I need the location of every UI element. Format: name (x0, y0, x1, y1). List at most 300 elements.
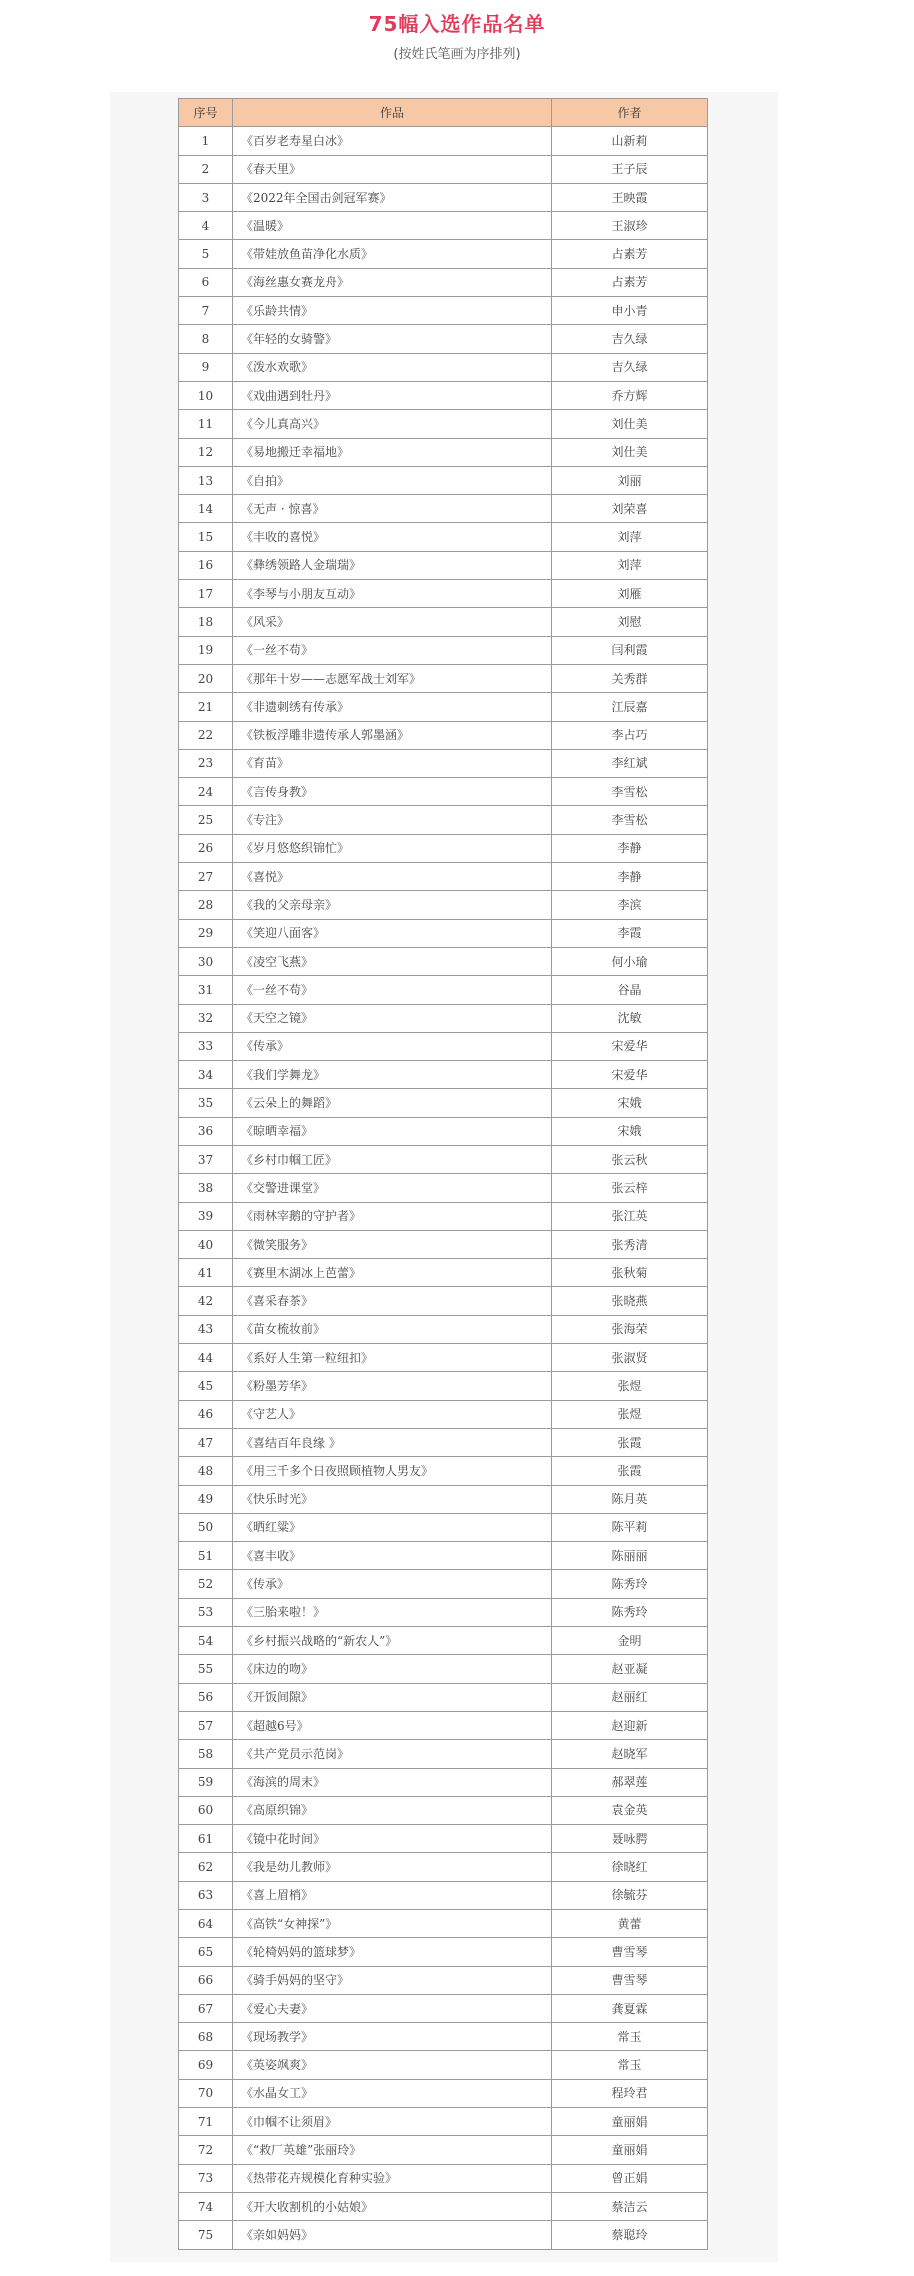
row-number: 27 (179, 863, 233, 891)
row-work-title: 《我的父亲母亲》 (233, 891, 552, 919)
row-number: 17 (179, 580, 233, 608)
row-work-title: 《春天里》 (233, 155, 552, 183)
row-author: 陈秀玲 (552, 1570, 708, 1598)
entries-table (178, 98, 708, 2250)
row-work-title: 《无声 · 惊喜》 (233, 495, 552, 523)
row-author: 李静 (552, 834, 708, 862)
row-author: 刘雁 (552, 580, 708, 608)
row-number: 25 (179, 806, 233, 834)
page-title: 75幅入选作品名单 (368, 12, 546, 36)
row-work-title: 《晒红粱》 (233, 1513, 552, 1541)
row-author: 江辰嘉 (552, 693, 708, 721)
row-work-title: 《晾晒幸福》 (233, 1117, 552, 1145)
row-author: 山新莉 (552, 127, 708, 155)
row-number: 36 (179, 1117, 233, 1145)
row-work-title: 《彝绣领路人金瑞瑞》 (233, 551, 552, 579)
row-number: 31 (179, 976, 233, 1004)
row-work-title: 《开饭间隙》 (233, 1683, 552, 1711)
table-row (179, 834, 708, 862)
row-number: 69 (179, 2051, 233, 2079)
row-author: 张秋菊 (552, 1259, 708, 1287)
row-work-title: 《铁板浮雕非遗传承人郭墨涵》 (233, 721, 552, 749)
row-author: 李雪松 (552, 778, 708, 806)
table-row (179, 1032, 708, 1060)
row-number: 58 (179, 1740, 233, 1768)
row-number: 64 (179, 1910, 233, 1938)
row-author: 宋娥 (552, 1117, 708, 1145)
row-work-title: 《赛里木湖冰上芭蕾》 (233, 1259, 552, 1287)
row-work-title: 《今儿真高兴》 (233, 410, 552, 438)
row-number: 3 (179, 183, 233, 211)
row-author: 刘慰 (552, 608, 708, 636)
row-work-title: 《戏曲遇到牡丹》 (233, 381, 552, 409)
row-work-title: 《交警进课堂》 (233, 1174, 552, 1202)
row-number: 59 (179, 1768, 233, 1796)
row-work-title: 《三胎来啦！》 (233, 1598, 552, 1626)
row-number: 24 (179, 778, 233, 806)
table-row (179, 1768, 708, 1796)
table-row (179, 749, 708, 777)
row-author: 乔方辉 (552, 381, 708, 409)
row-work-title: 《丰收的喜悦》 (233, 523, 552, 551)
row-author: 刘荣喜 (552, 495, 708, 523)
row-work-title: 《专注》 (233, 806, 552, 834)
row-number: 34 (179, 1061, 233, 1089)
row-author: 曹雪琴 (552, 1938, 708, 1966)
row-work-title: 《那年十岁——志愿军战士刘军》 (233, 664, 552, 692)
table-row (179, 919, 708, 947)
row-author: 陈秀玲 (552, 1598, 708, 1626)
row-work-title: 《英姿飒爽》 (233, 2051, 552, 2079)
row-work-title: 《水晶女工》 (233, 2079, 552, 2107)
table-row (179, 495, 708, 523)
row-number: 46 (179, 1400, 233, 1428)
row-author: 张晓燕 (552, 1287, 708, 1315)
row-number: 50 (179, 1513, 233, 1541)
row-author: 程玲君 (552, 2079, 708, 2107)
row-number: 7 (179, 297, 233, 325)
row-number: 35 (179, 1089, 233, 1117)
row-author: 张海荣 (552, 1315, 708, 1343)
table-row (179, 1315, 708, 1343)
row-number: 30 (179, 947, 233, 975)
table-row (179, 240, 708, 268)
row-work-title: 《言传身教》 (233, 778, 552, 806)
table-row (179, 2051, 708, 2079)
row-author: 曹雪琴 (552, 1966, 708, 1994)
table-row (179, 1853, 708, 1881)
row-number: 28 (179, 891, 233, 919)
row-number: 10 (179, 381, 233, 409)
table-row (179, 1287, 708, 1315)
row-author: 陈月英 (552, 1485, 708, 1513)
table-row (179, 1513, 708, 1541)
row-number: 60 (179, 1796, 233, 1824)
row-author: 刘仕美 (552, 438, 708, 466)
row-work-title: 《乐龄共情》 (233, 297, 552, 325)
table-row (179, 1117, 708, 1145)
table-row (179, 636, 708, 664)
row-author: 宋娥 (552, 1089, 708, 1117)
row-work-title: 《育苗》 (233, 749, 552, 777)
row-work-title: 《骑手妈妈的坚守》 (233, 1966, 552, 1994)
table-row (179, 1881, 708, 1909)
table-row (179, 778, 708, 806)
row-author: 陈平莉 (552, 1513, 708, 1541)
row-author: 张云秋 (552, 1145, 708, 1173)
table-row (179, 1174, 708, 1202)
row-work-title: 《喜采春茶》 (233, 1287, 552, 1315)
row-work-title: 《热带花卉规模化育种实验》 (233, 2164, 552, 2192)
row-author: 刘仕美 (552, 410, 708, 438)
row-author: 刘萍 (552, 551, 708, 579)
table-row (179, 353, 708, 381)
row-number: 22 (179, 721, 233, 749)
row-work-title: 《苗女梳妆前》 (233, 1315, 552, 1343)
row-author: 占素芳 (552, 240, 708, 268)
row-author: 蔡洁云 (552, 2192, 708, 2220)
table-row (179, 891, 708, 919)
row-author: 刘丽 (552, 466, 708, 494)
row-author: 聂咏腭 (552, 1825, 708, 1853)
row-number: 32 (179, 1004, 233, 1032)
row-work-title: 《喜结百年良缘 》 (233, 1428, 552, 1456)
table-row (179, 268, 708, 296)
row-number: 19 (179, 636, 233, 664)
row-author: 宋爱华 (552, 1032, 708, 1060)
row-author: 赵丽红 (552, 1683, 708, 1711)
row-work-title: 《乡村振兴战略的“新农人”》 (233, 1627, 552, 1655)
header-author: 作者 (552, 99, 708, 127)
row-author: 李滨 (552, 891, 708, 919)
row-work-title: 《微笑服务》 (233, 1230, 552, 1258)
row-work-title: 《我是幼儿教师》 (233, 1853, 552, 1881)
table-row (179, 580, 708, 608)
row-number: 55 (179, 1655, 233, 1683)
row-author: 常玉 (552, 2023, 708, 2051)
table-row (179, 1089, 708, 1117)
row-number: 61 (179, 1825, 233, 1853)
row-number: 43 (179, 1315, 233, 1343)
row-author: 刘萍 (552, 523, 708, 551)
row-number: 4 (179, 212, 233, 240)
row-work-title: 《高铁“女神探”》 (233, 1910, 552, 1938)
table-row (179, 1598, 708, 1626)
row-author: 张霞 (552, 1457, 708, 1485)
table-row (179, 1711, 708, 1739)
table-row (179, 863, 708, 891)
table-row (179, 183, 708, 211)
row-work-title: 《李琴与小朋友互动》 (233, 580, 552, 608)
table-row (179, 523, 708, 551)
row-number: 18 (179, 608, 233, 636)
row-number: 49 (179, 1485, 233, 1513)
row-author: 吉久绿 (552, 325, 708, 353)
row-author: 王子辰 (552, 155, 708, 183)
row-author: 赵迎新 (552, 1711, 708, 1739)
row-number: 62 (179, 1853, 233, 1881)
table-row (179, 1230, 708, 1258)
row-number: 1 (179, 127, 233, 155)
row-number: 53 (179, 1598, 233, 1626)
row-author: 张淑贤 (552, 1344, 708, 1372)
row-number: 14 (179, 495, 233, 523)
row-author: 李静 (552, 863, 708, 891)
row-work-title: 《系好人生第一粒纽扣》 (233, 1344, 552, 1372)
row-author: 赵晓军 (552, 1740, 708, 1768)
row-number: 11 (179, 410, 233, 438)
row-author: 郝翠莲 (552, 1768, 708, 1796)
row-work-title: 《一丝不苟》 (233, 636, 552, 664)
row-number: 73 (179, 2164, 233, 2192)
row-number: 6 (179, 268, 233, 296)
table-row (179, 1966, 708, 1994)
row-work-title: 《用三千多个日夜照顾植物人男友》 (233, 1457, 552, 1485)
row-author: 沈敏 (552, 1004, 708, 1032)
row-number: 2 (179, 155, 233, 183)
row-work-title: 《海滨的周末》 (233, 1768, 552, 1796)
table-row (179, 721, 708, 749)
row-work-title: 《亲如妈妈》 (233, 2221, 552, 2249)
row-number: 51 (179, 1542, 233, 1570)
table-row (179, 212, 708, 240)
row-number: 13 (179, 466, 233, 494)
table-row (179, 2023, 708, 2051)
table-row (179, 2164, 708, 2192)
row-work-title: 《我们学舞龙》 (233, 1061, 552, 1089)
row-author: 黄蕾 (552, 1910, 708, 1938)
row-work-title: 《床边的吻》 (233, 1655, 552, 1683)
table-row (179, 806, 708, 834)
table-row (179, 1655, 708, 1683)
row-work-title: 《雨林宰鹅的守护者》 (233, 1202, 552, 1230)
row-author: 何小瑜 (552, 947, 708, 975)
row-work-title: 《现场教学》 (233, 2023, 552, 2051)
table-row (179, 693, 708, 721)
table-row (179, 155, 708, 183)
row-author: 张霞 (552, 1428, 708, 1456)
table-row (179, 325, 708, 353)
table-row (179, 2136, 708, 2164)
row-number: 20 (179, 664, 233, 692)
row-author: 李雪松 (552, 806, 708, 834)
row-work-title: 《守艺人》 (233, 1400, 552, 1428)
table-row (179, 1400, 708, 1428)
row-work-title: 《百岁老寿星白冰》 (233, 127, 552, 155)
row-work-title: 《非遗刺绣有传承》 (233, 693, 552, 721)
row-author: 王淑珍 (552, 212, 708, 240)
table-row (179, 438, 708, 466)
row-author: 申小青 (552, 297, 708, 325)
row-author: 张秀清 (552, 1230, 708, 1258)
row-author: 张江英 (552, 1202, 708, 1230)
table-row (179, 1796, 708, 1824)
row-number: 67 (179, 1994, 233, 2022)
table-row (179, 608, 708, 636)
row-number: 68 (179, 2023, 233, 2051)
table-row (179, 1542, 708, 1570)
row-work-title: 《带娃放鱼苗净化水质》 (233, 240, 552, 268)
header-work: 作品 (233, 99, 552, 127)
row-number: 66 (179, 1966, 233, 1994)
table-row (179, 1683, 708, 1711)
row-work-title: 《年轻的女骑警》 (233, 325, 552, 353)
row-number: 71 (179, 2108, 233, 2136)
row-number: 65 (179, 1938, 233, 1966)
table-row (179, 1570, 708, 1598)
table-row (179, 1428, 708, 1456)
row-author: 张云梓 (552, 1174, 708, 1202)
row-work-title: 《乡村巾帼工匠》 (233, 1145, 552, 1173)
row-work-title: 《云朵上的舞蹈》 (233, 1089, 552, 1117)
table-body (179, 127, 708, 2249)
table-row (179, 2108, 708, 2136)
row-work-title: 《温暖》 (233, 212, 552, 240)
row-number: 75 (179, 2221, 233, 2249)
row-number: 63 (179, 1881, 233, 1909)
row-author: 曾正娟 (552, 2164, 708, 2192)
table-row (179, 1145, 708, 1173)
row-author: 张煜 (552, 1400, 708, 1428)
row-author: 张煜 (552, 1372, 708, 1400)
table-row (179, 1485, 708, 1513)
row-work-title: 《易地搬迁幸福地》 (233, 438, 552, 466)
table-row (179, 2192, 708, 2220)
row-number: 42 (179, 1287, 233, 1315)
table-row (179, 1740, 708, 1768)
row-author: 童丽娟 (552, 2136, 708, 2164)
table-row (179, 1825, 708, 1853)
row-number: 16 (179, 551, 233, 579)
row-work-title: 《海丝惠女赛龙舟》 (233, 268, 552, 296)
row-number: 40 (179, 1230, 233, 1258)
row-number: 44 (179, 1344, 233, 1372)
row-author: 谷晶 (552, 976, 708, 1004)
row-number: 39 (179, 1202, 233, 1230)
row-author: 占素芳 (552, 268, 708, 296)
row-author: 赵亚凝 (552, 1655, 708, 1683)
row-number: 74 (179, 2192, 233, 2220)
row-work-title: 《共产党员示范岗》 (233, 1740, 552, 1768)
header-number: 序号 (179, 99, 233, 127)
row-author: 关秀群 (552, 664, 708, 692)
row-number: 72 (179, 2136, 233, 2164)
row-number: 26 (179, 834, 233, 862)
row-author: 蔡聪玲 (552, 2221, 708, 2249)
row-work-title: 《2022年全国击剑冠军赛》 (233, 183, 552, 211)
row-number: 5 (179, 240, 233, 268)
row-number: 12 (179, 438, 233, 466)
table-row (179, 1372, 708, 1400)
row-author: 龚夏霖 (552, 1994, 708, 2022)
table-row (179, 664, 708, 692)
table-row (179, 1004, 708, 1032)
row-work-title: 《岁月悠悠织锦忙》 (233, 834, 552, 862)
table-row (179, 1938, 708, 1966)
row-number: 38 (179, 1174, 233, 1202)
row-number: 33 (179, 1032, 233, 1060)
row-work-title: 《超越6号》 (233, 1711, 552, 1739)
row-author: 宋爱华 (552, 1061, 708, 1089)
table-row (179, 410, 708, 438)
row-work-title: 《笑迎八面客》 (233, 919, 552, 947)
table-row (179, 1061, 708, 1089)
row-number: 8 (179, 325, 233, 353)
row-author: 童丽娟 (552, 2108, 708, 2136)
table-row (179, 1994, 708, 2022)
table-row (179, 1627, 708, 1655)
table-row (179, 127, 708, 155)
row-number: 47 (179, 1428, 233, 1456)
row-number: 37 (179, 1145, 233, 1173)
row-work-title: 《快乐时光》 (233, 1485, 552, 1513)
row-work-title: 《高原织锦》 (233, 1796, 552, 1824)
row-number: 41 (179, 1259, 233, 1287)
row-author: 李霞 (552, 919, 708, 947)
row-number: 23 (179, 749, 233, 777)
row-author: 李红斌 (552, 749, 708, 777)
row-work-title: 《轮椅妈妈的篮球梦》 (233, 1938, 552, 1966)
row-author: 闫利霞 (552, 636, 708, 664)
row-work-title: 《喜丰收》 (233, 1542, 552, 1570)
row-work-title: 《爱心夫妻》 (233, 1994, 552, 2022)
row-number: 9 (179, 353, 233, 381)
row-number: 29 (179, 919, 233, 947)
row-work-title: 《粉墨芳华》 (233, 1372, 552, 1400)
page-subtitle: (按姓氏笔画为序排列) (393, 47, 521, 62)
row-work-title: 《喜悦》 (233, 863, 552, 891)
table-row (179, 466, 708, 494)
row-number: 21 (179, 693, 233, 721)
table-row (179, 2079, 708, 2107)
row-number: 70 (179, 2079, 233, 2107)
table-row (179, 1457, 708, 1485)
row-author: 王映霞 (552, 183, 708, 211)
row-author: 吉久绿 (552, 353, 708, 381)
row-work-title: 《风采》 (233, 608, 552, 636)
table-row (179, 551, 708, 579)
row-work-title: 《传承》 (233, 1570, 552, 1598)
row-author: 徐毓芬 (552, 1881, 708, 1909)
row-number: 54 (179, 1627, 233, 1655)
row-author: 徐晓红 (552, 1853, 708, 1881)
row-work-title: 《传承》 (233, 1032, 552, 1060)
table-row (179, 947, 708, 975)
row-work-title: 《泼水欢歌》 (233, 353, 552, 381)
row-number: 45 (179, 1372, 233, 1400)
row-work-title: 《镜中花时间》 (233, 1825, 552, 1853)
table-row (179, 1259, 708, 1287)
row-work-title: 《开大收割机的小姑娘》 (233, 2192, 552, 2220)
table-row (179, 976, 708, 1004)
table-row (179, 1344, 708, 1372)
row-work-title: 《天空之镜》 (233, 1004, 552, 1032)
row-number: 52 (179, 1570, 233, 1598)
table-row (179, 1202, 708, 1230)
row-work-title: 《巾帼不让须眉》 (233, 2108, 552, 2136)
row-work-title: 《“救厂英雄”张丽玲》 (233, 2136, 552, 2164)
row-work-title: 《喜上眉梢》 (233, 1881, 552, 1909)
table-row (179, 1910, 708, 1938)
table-row (179, 297, 708, 325)
row-number: 57 (179, 1711, 233, 1739)
table-row (179, 381, 708, 409)
row-author: 陈丽丽 (552, 1542, 708, 1570)
row-number: 48 (179, 1457, 233, 1485)
table-header-row (179, 99, 708, 127)
row-work-title: 《凌空飞燕》 (233, 947, 552, 975)
table-row (179, 2221, 708, 2249)
